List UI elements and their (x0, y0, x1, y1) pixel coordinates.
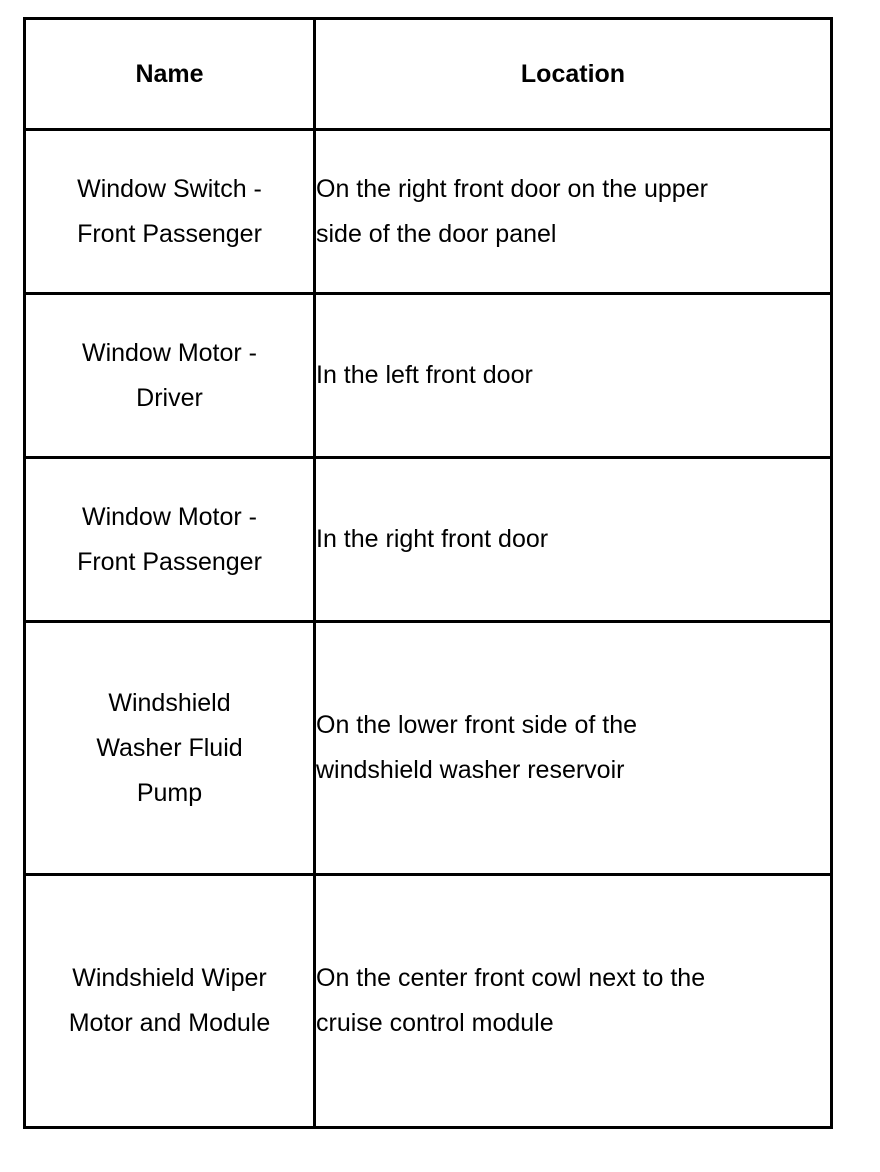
table-header-row (25, 19, 832, 130)
name-text-line: Front Passenger (77, 547, 262, 576)
header-location: Location (315, 19, 832, 130)
location-cell (315, 294, 832, 458)
location-text-line: cruise control module (316, 1009, 554, 1037)
name-text-line: Window Motor - (81, 502, 258, 531)
table-row (25, 130, 832, 294)
location-cell (315, 875, 832, 1128)
location-text-line: In the right front door (316, 525, 549, 553)
name-text-line: Window Switch - (77, 174, 262, 203)
location-text-line: In the left front door (316, 361, 533, 389)
location-text-line: On the lower front side of the (316, 711, 638, 739)
location-cell (315, 458, 832, 622)
name-text-line: Washer Fluid (96, 733, 243, 762)
header-name: Name (25, 19, 315, 130)
location-cell (315, 130, 832, 294)
location-text-line: On the center front cowl next to the (316, 964, 706, 992)
name-cell (25, 130, 315, 294)
name-text-line: Driver (136, 383, 203, 412)
table-row (25, 294, 832, 458)
name-cell (25, 875, 315, 1128)
name-text-line: Window Motor - (81, 338, 258, 367)
name-text-line: Motor and Module (68, 1009, 271, 1037)
component-location-table (23, 17, 833, 1129)
location-text-line: On the right front door on the upper (316, 174, 708, 203)
table-row (25, 458, 832, 622)
table-row (25, 622, 832, 875)
name-cell (25, 458, 315, 622)
name-text-line: Front Passenger (77, 219, 262, 248)
location-cell (315, 622, 832, 875)
name-text-line: Windshield Wiper (72, 964, 267, 992)
table-row (25, 875, 832, 1128)
name-cell (25, 294, 315, 458)
name-text-line: Windshield (108, 688, 231, 717)
location-text-line: windshield washer reservoir (316, 756, 625, 784)
name-cell (25, 622, 315, 875)
name-text-line: Pump (136, 778, 203, 807)
location-text-line: side of the door panel (316, 219, 557, 248)
